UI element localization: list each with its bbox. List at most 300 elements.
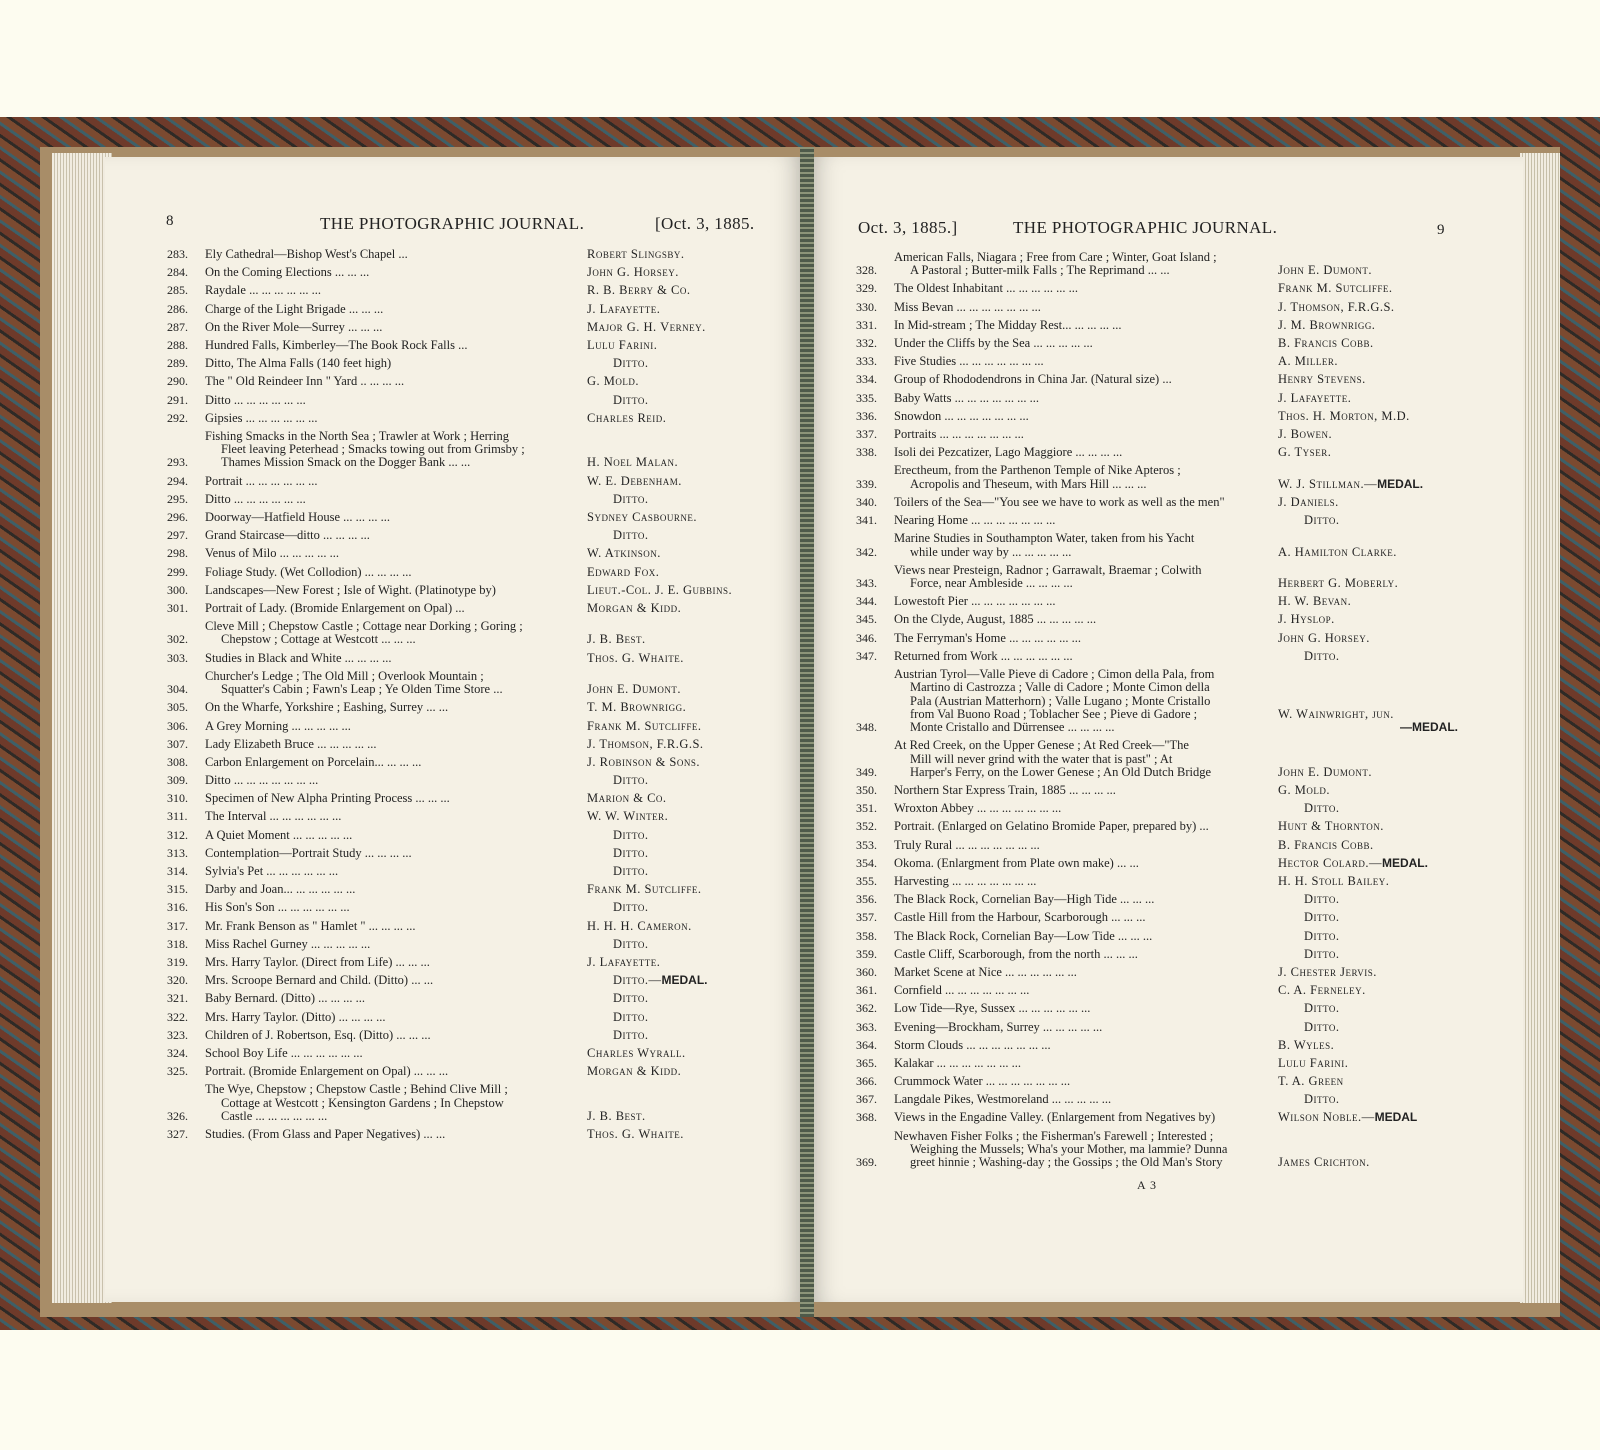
entry-title-line: Snowdon ... ... ... ... ... ... ...	[894, 408, 1029, 423]
catalogue-entry	[856, 948, 1458, 961]
entry-title-line: Harper's Ferry, on the Lower Genese ; An Old Dutch Bridge	[910, 764, 1212, 779]
entry-title	[205, 303, 587, 316]
credit-name: Ditto.	[613, 845, 649, 860]
entry-number: 318.	[167, 936, 188, 951]
catalogue-entry	[856, 1002, 1458, 1015]
entry-credit	[1278, 613, 1458, 626]
entry-title	[894, 373, 1278, 386]
entry-number: 328.	[856, 263, 877, 278]
credit-name: Ditto.—	[613, 973, 662, 988]
credit-name: B. Francis Cobb.	[1278, 837, 1374, 852]
credit-name: Thos. H. Morton, M.D.	[1278, 408, 1410, 423]
entry-credit	[1278, 708, 1458, 735]
entry-number: 311.	[167, 809, 188, 824]
entry-number: 309.	[167, 773, 188, 788]
entry-number: 351.	[856, 801, 877, 816]
entry-title-line: while under way by ... ... ... ... ...	[910, 544, 1072, 559]
entry-credit	[1278, 1075, 1458, 1088]
entry-title	[894, 930, 1278, 943]
catalogue-entry	[167, 774, 767, 787]
catalogue-entry	[856, 1021, 1458, 1034]
entry-title	[205, 1065, 587, 1078]
entry-title-line: Ditto ... ... ... ... ... ... ...	[205, 773, 319, 788]
entry-number: 344.	[856, 594, 877, 609]
catalogue-entry	[856, 893, 1458, 906]
entry-title-line: School Boy Life ... ... ... ... ... ...	[205, 1045, 363, 1060]
catalogue-entry	[856, 373, 1458, 386]
entry-credit	[1278, 595, 1458, 608]
entry-number: 283.	[167, 247, 188, 261]
credit-name: Frank M. Sutcliffe.	[587, 718, 702, 733]
credit-name: Charles Wyrall.	[587, 1045, 686, 1060]
entry-number: 312.	[167, 827, 188, 842]
entry-credit	[1278, 893, 1458, 906]
entry-title-line: Portrait of Lady. (Bromide Enlargement on Opal) ...	[205, 600, 465, 615]
entry-title-line: from Val Buono Road ; Toblacher See ; Pieve di Gadore ;	[910, 706, 1198, 721]
entry-number: 320.	[167, 973, 188, 988]
entry-title-line: Weighing the Mussels; Wha's your Mother, ma lammie? Dunna	[910, 1141, 1228, 1156]
entry-title-line: On the River Mole—Surrey ... ... ...	[205, 319, 383, 334]
entry-credit	[1278, 1039, 1458, 1052]
entry-title-line: On the Coming Elections ... ... ...	[205, 265, 370, 280]
entry-credit	[587, 357, 767, 370]
entry-credit	[587, 475, 767, 488]
entry-title-line: Mrs. Harry Taylor. (Direct from Life) ... ... ...	[205, 954, 430, 969]
catalogue-entry	[167, 321, 767, 334]
entry-title	[205, 357, 587, 370]
entry-title-line: Mrs. Harry Taylor. (Ditto) ... ... ... ...	[205, 1009, 386, 1024]
catalogue-entry	[167, 475, 767, 488]
entry-number: 308.	[167, 754, 188, 769]
credit-name: T. M. Brownrigg.	[587, 700, 687, 715]
entry-credit	[1278, 373, 1458, 386]
entry-credit	[587, 974, 767, 987]
entry-credit	[1278, 1156, 1458, 1169]
entry-title-line: Austrian Tyrol—Valle Pieve di Cadore ; Cimon della Pala, from	[894, 666, 1215, 681]
catalogue-entry	[856, 857, 1458, 870]
entry-credit	[587, 284, 767, 297]
catalogue-entry	[167, 901, 767, 914]
entry-title-line: The Interval ... ... ... ... ... ...	[205, 809, 342, 824]
entry-credit	[1278, 577, 1458, 590]
credit-name: R. B. Berry & Co.	[587, 283, 691, 298]
entry-number: 337.	[856, 426, 877, 441]
catalogue-entry	[167, 670, 767, 697]
catalogue-entry	[167, 284, 767, 297]
catalogue-entry	[167, 1047, 767, 1060]
entry-credit	[587, 720, 767, 733]
entry-title	[894, 282, 1278, 295]
entry-title-line: Chepstow ; Cottage at Westcott ... ... ...	[221, 632, 416, 647]
entry-credit	[1278, 984, 1458, 997]
entry-title-line: Returned from Work ... ... ... ... ... ...	[894, 648, 1073, 663]
entry-credit	[1278, 820, 1458, 833]
entry-number: 358.	[856, 928, 877, 943]
catalogue-entry	[856, 428, 1458, 441]
entry-title-line: Charge of the Light Brigade ... ... ...	[205, 301, 384, 316]
credit-name: H. H. Stoll Bailey.	[1278, 874, 1390, 889]
credit-name: J. Daniels.	[1278, 494, 1339, 509]
entry-title	[205, 430, 587, 470]
credit-name: A. Hamilton Clarke.	[1278, 544, 1397, 559]
entry-title	[894, 1093, 1278, 1106]
entry-title-line: Views in the Engadine Valley. (Enlargement from Negatives by)	[894, 1110, 1216, 1125]
catalogue-entry	[856, 739, 1458, 779]
entry-number: 331.	[856, 317, 877, 332]
entry-title	[205, 810, 587, 823]
entry-title-line: Fishing Smacks in the North Sea ; Trawler at Work ; Herring	[205, 428, 509, 443]
credit-name: Morgan & Kidd.	[587, 1064, 682, 1079]
entry-title	[205, 394, 587, 407]
entry-credit	[587, 303, 767, 316]
entry-title	[205, 493, 587, 506]
entry-title	[894, 839, 1278, 852]
catalogue-entry	[856, 464, 1458, 491]
page-edges-right	[1520, 153, 1560, 1303]
entry-title	[894, 446, 1278, 459]
right-header-title: THE PHOTOGRAPHIC JOURNAL.	[1013, 218, 1278, 237]
entry-title-line: Mill will never grind with the water that is past" ; At	[910, 751, 1173, 766]
entry-title-line: Studies in Black and White ... ... ... ...	[205, 650, 392, 665]
entry-number: 300.	[167, 582, 188, 597]
entry-title-line: Ditto ... ... ... ... ... ...	[205, 491, 306, 506]
entry-credit	[587, 883, 767, 896]
entry-title	[894, 966, 1278, 979]
catalogue-entry	[167, 339, 767, 352]
entry-title-line: Toilers of the Sea—"You see we have to work as well as the men"	[894, 494, 1225, 509]
catalogue-entry	[856, 410, 1458, 423]
entry-credit	[587, 810, 767, 823]
catalogue-entry	[856, 839, 1458, 852]
entry-title-line: In Mid-stream ; The Midday Rest... ... ... ... ...	[894, 317, 1122, 332]
entry-title	[205, 920, 587, 933]
entry-credit	[1278, 875, 1458, 888]
entry-title-line: Gipsies ... ... ... ... ... ...	[205, 410, 318, 425]
entry-number: 327.	[167, 1127, 188, 1142]
entry-title-line: Specimen of New Alpha Printing Process ... ... ...	[205, 791, 450, 806]
credit-name: J. B. Best.	[587, 632, 646, 647]
credit-name: Morgan & Kidd.	[587, 600, 682, 615]
credit-name: Ditto.	[613, 1027, 649, 1042]
credit-name: Henry Stevens.	[1278, 372, 1366, 387]
catalogue-entry	[167, 602, 767, 615]
entry-number: 346.	[856, 630, 877, 645]
right-page-number: 9	[1437, 222, 1445, 238]
entry-title	[205, 620, 587, 647]
catalogue-entry	[167, 1128, 767, 1141]
entry-number: 336.	[856, 408, 877, 423]
entry-title-line: Cottage at Westcott ; Kensington Gardens ; In Chepstow	[221, 1095, 504, 1110]
catalogue-entry	[167, 956, 767, 969]
entry-title	[205, 321, 587, 334]
credit-name: Ditto.	[613, 773, 649, 788]
catalogue-entry	[167, 865, 767, 878]
catalogue-entry	[856, 984, 1458, 997]
entry-credit	[1278, 857, 1458, 870]
entry-credit	[1278, 650, 1458, 663]
entry-title-line: Ely Cathedral—Bishop West's Chapel ...	[205, 247, 408, 261]
entry-number: 287.	[167, 319, 188, 334]
entry-title-line: Squatter's Cabin ; Fawn's Leap ; Ye Olden Time Store ...	[221, 682, 503, 697]
entry-number: 353.	[856, 837, 877, 852]
entry-title	[205, 248, 587, 261]
entry-title-line: Evening—Brockham, Surrey ... ... ... ... ...	[894, 1019, 1103, 1034]
entry-number: 323.	[167, 1027, 188, 1042]
entry-title	[205, 720, 587, 733]
credit-name: W. E. Debenham.	[587, 473, 682, 488]
credit-name: Marion & Co.	[587, 791, 667, 806]
entry-title-line: Market Scene at Nice ... ... ... ... ... ...	[894, 964, 1077, 979]
credit-name: Ditto.	[613, 491, 649, 506]
entry-title	[894, 948, 1278, 961]
credit-name: Ditto.	[1304, 1001, 1340, 1016]
entry-title	[894, 1021, 1278, 1034]
credit-name: Herbert G. Moberly.	[1278, 576, 1399, 590]
entry-number: 343.	[856, 576, 877, 590]
entry-credit	[587, 266, 767, 279]
entry-title	[205, 974, 587, 987]
credit-name: J. Lafayette.	[587, 954, 661, 969]
entry-credit	[1278, 337, 1458, 350]
entry-title-line: Harvesting ... ... ... ... ... ... ...	[894, 874, 1037, 889]
credit-name: James Crichton.	[1278, 1155, 1370, 1170]
catalogue-entry	[167, 810, 767, 823]
catalogue-entry	[856, 496, 1458, 509]
credit-name: J. B. Best.	[587, 1108, 646, 1123]
entry-number: 354.	[856, 855, 877, 870]
entry-number: 305.	[167, 700, 188, 715]
entry-credit	[587, 321, 767, 334]
entry-number: 335.	[856, 390, 877, 405]
entry-title-line: Foliage Study. (Wet Collodion) ... ... ... ...	[205, 564, 412, 579]
entry-title	[894, 739, 1278, 779]
entry-number: 368.	[856, 1110, 877, 1125]
credit-name: H. W. Bevan.	[1278, 594, 1352, 609]
catalogue-entry	[167, 938, 767, 951]
left-entry-list	[167, 248, 767, 1146]
entry-title-line: Castle ... ... ... ... ... ...	[221, 1108, 328, 1123]
entry-title-line: Low Tide—Rye, Sussex ... ... ... ... ... ...	[894, 1001, 1091, 1016]
entry-title-line: Crummock Water ... ... ... ... ... ... ...	[894, 1074, 1071, 1089]
entry-number: 304.	[167, 682, 188, 697]
entry-credit	[1278, 632, 1458, 645]
catalogue-entry	[856, 337, 1458, 350]
entry-number: 345.	[856, 612, 877, 627]
entry-title-line: Acropolis and Theseum, with Mars Hill ... ... ...	[910, 476, 1147, 491]
entry-title-line: Castle Hill from the Harbour, Scarborough ... ... ...	[894, 910, 1146, 925]
entry-title	[894, 1039, 1278, 1052]
entry-number: 334.	[856, 372, 877, 387]
entry-credit	[1278, 514, 1458, 527]
entry-number: 293.	[167, 455, 188, 470]
entry-number: 366.	[856, 1074, 877, 1089]
entry-title	[894, 1057, 1278, 1070]
catalogue-entry	[856, 355, 1458, 368]
credit-name: J. Thomson, F.R.G.S.	[587, 736, 704, 751]
catalogue-entry	[167, 1011, 767, 1024]
credit-name: C. A. Ferneley.	[1278, 983, 1366, 998]
entry-credit	[1278, 1111, 1458, 1124]
entry-title	[205, 847, 587, 860]
entry-title	[205, 475, 587, 488]
right-entry-list	[856, 251, 1458, 1174]
entry-title-line: Mrs. Scroope Bernard and Child. (Ditto) ... ...	[205, 973, 434, 988]
entry-title	[894, 632, 1278, 645]
credit-name: G. Mold.	[1278, 783, 1331, 798]
entry-title	[894, 802, 1278, 815]
catalogue-entry	[856, 820, 1458, 833]
catalogue-entry	[856, 875, 1458, 888]
medal-award: MEDAL.	[661, 973, 708, 988]
entry-title-line: Portrait. (Enlarged on Gelatino Bromide Paper, prepared by) ...	[894, 819, 1209, 834]
right-header-date: Oct. 3, 1885.]	[858, 218, 958, 237]
entry-title	[205, 547, 587, 560]
entry-number: 313.	[167, 845, 188, 860]
entry-title-line: The Wye, Chepstow ; Chepstow Castle ; Behind Clive Mill ;	[205, 1082, 508, 1097]
catalogue-entry	[167, 511, 767, 524]
entry-credit	[1278, 966, 1458, 979]
signature-mark: A 3	[1137, 1178, 1158, 1192]
credit-name: J. Lafayette.	[1278, 390, 1352, 405]
entry-number: 359.	[856, 946, 877, 961]
entry-title-line: Wroxton Abbey ... ... ... ... ... ... ...	[894, 801, 1062, 816]
entry-title	[205, 738, 587, 751]
credit-name: J. Lafayette.	[587, 301, 661, 316]
entry-credit	[1278, 911, 1458, 924]
entry-credit	[1278, 428, 1458, 441]
entry-credit	[1278, 948, 1458, 961]
entry-title	[205, 652, 587, 665]
entry-credit	[587, 652, 767, 665]
entry-number: 325.	[167, 1064, 188, 1079]
catalogue-entry	[167, 394, 767, 407]
entry-number: 363.	[856, 1019, 877, 1034]
entry-number: 296.	[167, 510, 188, 525]
credit-name: J. M. Brownrigg.	[1278, 317, 1376, 332]
entry-title-line: American Falls, Niagara ; Free from Care ; Winter, Goat Island ;	[894, 250, 1217, 264]
entry-number: 352.	[856, 819, 877, 834]
entry-title	[894, 857, 1278, 870]
entry-title-line: Pala (Austrian Matterhorn) ; Valle Lugano ; Monte Cristallo	[910, 693, 1211, 708]
entry-title-line: Castle Cliff, Scarborough, from the north ... ... ...	[894, 946, 1138, 961]
catalogue-entry	[856, 301, 1458, 314]
entry-title-line: On the Clyde, August, 1885 ... ... ... ... ...	[894, 612, 1097, 627]
entry-title	[205, 1083, 587, 1123]
entry-credit	[587, 529, 767, 542]
entry-title	[205, 938, 587, 951]
entry-title-line: Under the Cliffs by the Sea ... ... ... ... ...	[894, 336, 1093, 351]
credit-name: Lieut.-Col. J. E. Gubbins.	[587, 582, 733, 597]
credit-name: Ditto.	[613, 991, 649, 1006]
credit-name: Ditto.	[1304, 801, 1340, 816]
entry-title	[205, 992, 587, 1005]
entry-number: 340.	[856, 494, 877, 509]
catalogue-entry	[856, 1111, 1458, 1124]
entry-credit	[587, 248, 767, 261]
credit-name: Ditto.	[1304, 892, 1340, 907]
entry-title	[894, 301, 1278, 314]
entry-title-line: Kalakar ... ... ... ... ... ... ...	[894, 1055, 1022, 1070]
entry-title-line: Contemplation—Portrait Study ... ... ... ...	[205, 845, 412, 860]
entry-title-line: A Grey Morning ... ... ... ... ...	[205, 718, 351, 733]
credit-name: John G. Horsey.	[1278, 630, 1370, 645]
entry-title	[894, 784, 1278, 797]
entry-number: 357.	[856, 910, 877, 925]
catalogue-entry	[856, 1039, 1458, 1052]
catalogue-entry	[856, 613, 1458, 626]
entry-title	[205, 584, 587, 597]
credit-name: Hunt & Thornton.	[1278, 819, 1384, 834]
catalogue-entry	[167, 992, 767, 1005]
credit-name: W. J. Stillman.—	[1278, 476, 1378, 491]
entry-credit	[587, 339, 767, 352]
entry-title-line: Five Studies ... ... ... ... ... ... ...	[894, 354, 1044, 369]
credit-name: Edward Fox.	[587, 564, 660, 579]
entry-credit	[1278, 301, 1458, 314]
entry-number: 341.	[856, 513, 877, 528]
entry-title-line: Truly Rural ... ... ... ... ... ... ...	[894, 837, 1040, 852]
entry-credit	[587, 792, 767, 805]
credit-name: T. A. Green	[1278, 1074, 1344, 1089]
catalogue-entry	[856, 251, 1458, 278]
entry-title-line: Portrait ... ... ... ... ... ...	[205, 473, 318, 488]
entry-title	[894, 984, 1278, 997]
entry-title	[205, 566, 587, 579]
credit-name: Ditto.	[613, 827, 649, 842]
entry-number: 291.	[167, 392, 188, 407]
entry-number: 307.	[167, 736, 188, 751]
entry-number: 315.	[167, 882, 188, 897]
catalogue-entry	[167, 701, 767, 714]
entry-number: 288.	[167, 337, 188, 352]
entry-number: 322.	[167, 1009, 188, 1024]
catalogue-entry	[167, 303, 767, 316]
catalogue-entry	[167, 412, 767, 425]
entry-credit	[587, 566, 767, 579]
entry-number: 302.	[167, 632, 188, 647]
entry-number: 326.	[167, 1108, 188, 1123]
left-page-number: 8	[166, 213, 174, 229]
entry-title	[894, 464, 1278, 491]
catalogue-entry	[856, 650, 1458, 663]
entry-credit	[1278, 446, 1458, 459]
entry-credit	[1278, 1021, 1458, 1034]
entry-credit	[587, 375, 767, 388]
catalogue-entry	[856, 1093, 1458, 1106]
entry-title-line: Doorway—Hatfield House ... ... ... ...	[205, 510, 391, 525]
entry-number: 299.	[167, 564, 188, 579]
entry-credit	[1278, 766, 1458, 779]
catalogue-entry	[167, 357, 767, 370]
entry-number: 330.	[856, 299, 877, 314]
entry-title-line: Baby Watts ... ... ... ... ... ... ...	[894, 390, 1039, 405]
entry-credit	[587, 456, 767, 469]
credit-name: B. Francis Cobb.	[1278, 336, 1374, 351]
entry-number: 348.	[856, 720, 877, 735]
entry-title	[894, 650, 1278, 663]
catalogue-entry	[167, 756, 767, 769]
entry-number: 324.	[167, 1045, 188, 1060]
entry-title-line: Children of J. Robertson, Esq. (Ditto) ... ... ...	[205, 1027, 431, 1042]
entry-title-line: Langdale Pikes, Westmoreland ... ... ... ... ...	[894, 1092, 1112, 1107]
credit-name: Ditto.	[613, 392, 649, 407]
entry-number: 301.	[167, 600, 188, 615]
credit-name: John E. Dumont.	[1278, 764, 1373, 779]
entry-number: 319.	[167, 954, 188, 969]
medal-award: —MEDAL.	[1400, 720, 1458, 735]
credit-name: Robert Slingsby.	[587, 247, 685, 261]
entry-title-line: Erectheum, from the Parthenon Temple of Nike Apteros ;	[894, 463, 1181, 478]
